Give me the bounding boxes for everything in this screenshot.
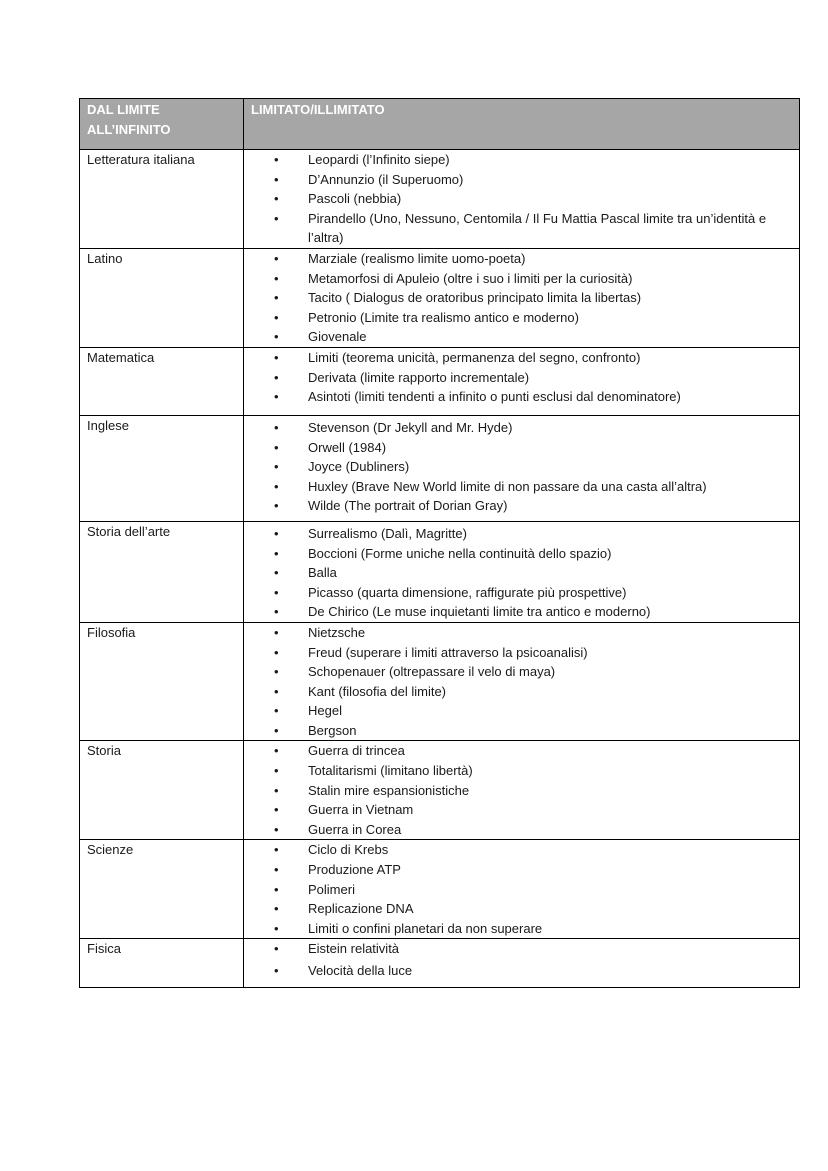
header-subject: DAL LIMITE ALL’INFINITO — [80, 99, 244, 150]
subject-cell: Latino — [80, 248, 244, 347]
list-item: • Guerra in Vietnam — [301, 800, 793, 820]
topic-list — [251, 741, 793, 839]
subject-cell: Storia dell’arte — [80, 521, 244, 622]
subject-cell: Scienze — [80, 840, 244, 939]
table-row — [80, 939, 800, 988]
list-item: • Petronio (Limite tra realismo antico e moderno) — [301, 308, 793, 328]
list-item: • Marziale (realismo limite uomo-poeta) — [301, 249, 793, 269]
list-item: • Huxley (Brave New World limite di non passare da una casta all’altra) — [301, 477, 793, 497]
table-row — [80, 248, 800, 347]
topics-cell — [244, 150, 800, 249]
table-row — [80, 521, 800, 622]
list-item: • Eistein relatività — [301, 939, 793, 959]
list-item: • Limiti o confini planetari da non superare — [301, 919, 793, 939]
table-row — [80, 840, 800, 939]
topics-cell — [244, 347, 800, 415]
list-item: • Nietzsche — [301, 623, 793, 643]
topics-cell — [244, 840, 800, 939]
table-row — [80, 622, 800, 741]
topics-cell — [244, 741, 800, 840]
topics-cell — [244, 415, 800, 521]
list-item: • Polimeri — [301, 880, 793, 900]
list-item: • Guerra di trincea — [301, 741, 793, 761]
topics-cell — [244, 521, 800, 622]
list-item: • Derivata (limite rapporto incrementale) — [301, 368, 793, 388]
list-item: • Totalitarismi (limitano libertà) — [301, 761, 793, 781]
list-item: • Surrealismo (Dalì, Magritte) — [301, 524, 793, 544]
list-item: • Hegel — [301, 701, 793, 721]
list-item: • D’Annunzio (il Superuomo) — [301, 170, 793, 190]
list-item: • De Chirico (Le muse inquietanti limite tra antico e moderno) — [301, 602, 793, 622]
list-item: • Ciclo di Krebs — [301, 840, 793, 860]
list-item: • Metamorfosi di Apuleio (oltre i suo i limiti per la curiosità) — [301, 269, 793, 289]
list-item: • Limiti (teorema unicità, permanenza del segno, confronto) — [301, 348, 793, 368]
table-row — [80, 415, 800, 521]
subject-cell: Storia — [80, 741, 244, 840]
list-item: • Velocità della luce — [301, 961, 793, 981]
list-item: • Schopenauer (oltrepassare il velo di maya) — [301, 662, 793, 682]
list-item: • Pirandello (Uno, Nessuno, Centomila / Il Fu Mattia Pascal limite tra un’identità e l’altra) — [301, 209, 793, 248]
list-item: • Stalin mire espansionistiche — [301, 781, 793, 801]
list-item: • Bergson — [301, 721, 793, 741]
list-item: • Orwell (1984) — [301, 438, 793, 458]
list-item: • Boccioni (Forme uniche nella continuità dello spazio) — [301, 544, 793, 564]
topic-list — [251, 348, 793, 407]
list-item: • Balla — [301, 563, 793, 583]
table-row — [80, 150, 800, 249]
topic-list — [251, 522, 793, 622]
list-item: • Produzione ATP — [301, 860, 793, 880]
list-item: • Wilde (The portrait of Dorian Gray) — [301, 496, 793, 516]
list-item: • Joyce (Dubliners) — [301, 457, 793, 477]
list-item: • Leopardi (l’Infinito siepe) — [301, 150, 793, 170]
table-row — [80, 741, 800, 840]
subject-cell: Letteratura italiana — [80, 150, 244, 249]
topic-list — [251, 150, 793, 248]
topics-cell — [244, 939, 800, 988]
subject-cell: Filosofia — [80, 622, 244, 741]
list-item: • Tacito ( Dialogus de oratoribus principato limita la libertas) — [301, 288, 793, 308]
topic-list — [251, 939, 793, 980]
list-item: • Guerra in Corea — [301, 820, 793, 840]
list-item: • Kant (filosofia del limite) — [301, 682, 793, 702]
topics-cell — [244, 248, 800, 347]
list-item: • Replicazione DNA — [301, 899, 793, 919]
topic-list — [251, 249, 793, 347]
list-item: • Picasso (quarta dimensione, raffigurate più prospettive) — [301, 583, 793, 603]
topic-list — [251, 416, 793, 516]
topics-cell — [244, 622, 800, 741]
topic-list — [251, 623, 793, 741]
list-item: • Freud (superare i limiti attraverso la psicoanalisi) — [301, 643, 793, 663]
list-item: • Stevenson (Dr Jekyll and Mr. Hyde) — [301, 418, 793, 438]
topic-list — [251, 840, 793, 938]
subject-cell: Fisica — [80, 939, 244, 988]
list-item: • Pascoli (nebbia) — [301, 189, 793, 209]
table-header-row — [80, 99, 800, 150]
header-topics: LIMITATO/ILLIMITATO — [244, 99, 800, 150]
subject-cell: Matematica — [80, 347, 244, 415]
list-item: • Giovenale — [301, 327, 793, 347]
subject-cell: Inglese — [80, 415, 244, 521]
table-row — [80, 347, 800, 415]
list-item: • Asintoti (limiti tendenti a infinito o punti esclusi dal denominatore) — [301, 387, 793, 407]
subjects-table — [79, 98, 800, 988]
